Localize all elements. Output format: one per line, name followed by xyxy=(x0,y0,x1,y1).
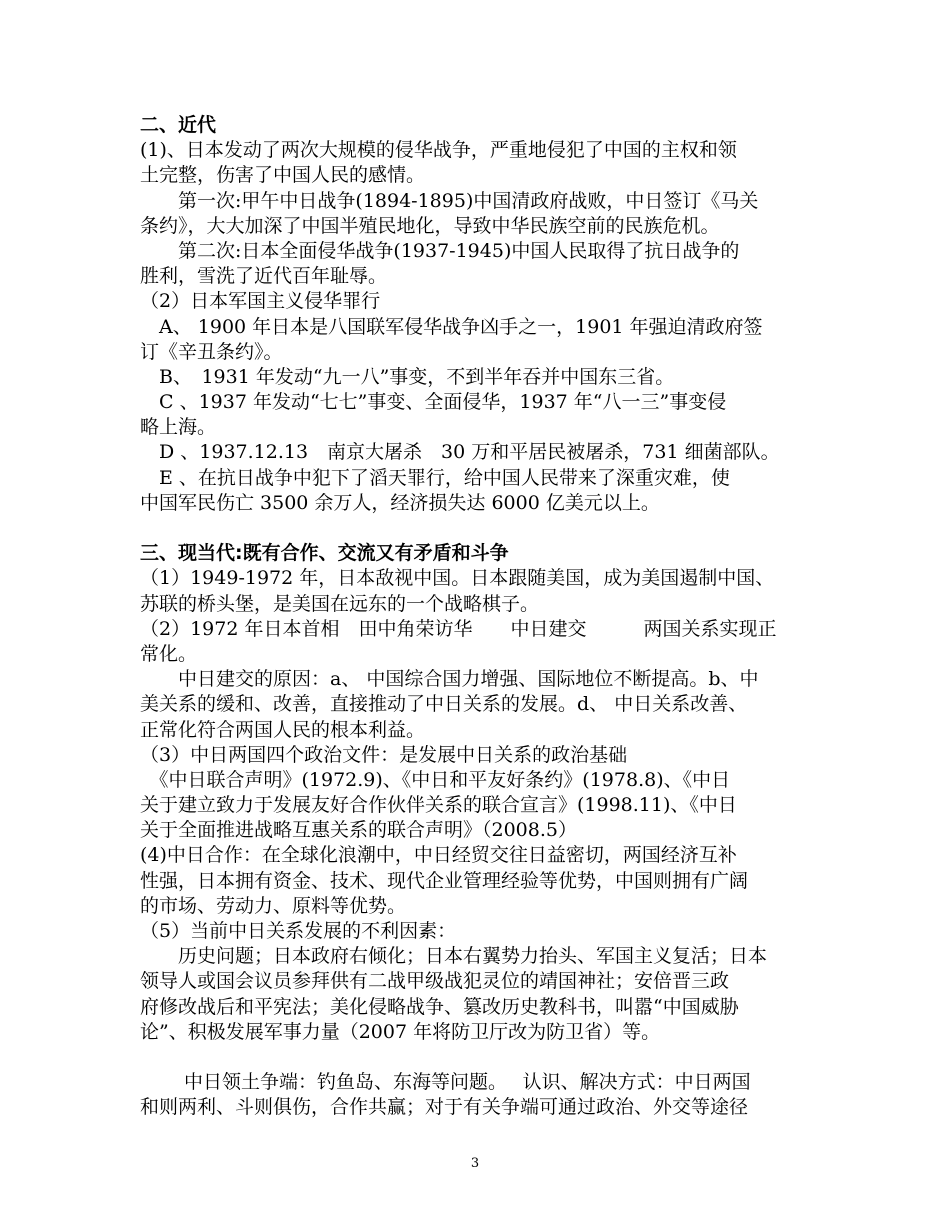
text-line: 略上海。 xyxy=(140,416,217,439)
text-line: D 、1937.12.13 南京大屠杀 30 万和平居民被屠杀，731 细菌部队。 xyxy=(140,441,780,464)
text-line: 的市场、劳动力、原料等优势。 xyxy=(140,894,407,917)
section-contemporary-paragraphs xyxy=(140,566,812,1045)
text-line: (1)、日本发动了两次大规模的侵华战争，严重地侵犯了中国的主权和领 xyxy=(140,139,737,162)
text-line: （5）当前中日关系发展的不利因素： xyxy=(140,920,457,942)
text-line: 《中日联合声明》(1972.9)、《中日和平友好条约》(1978.8)、《中日 xyxy=(140,768,731,791)
text-line: （2）日本军国主义侵华罪行 xyxy=(140,290,381,313)
text-line: 土完整，伤害了中国人民的感情。 xyxy=(140,164,426,187)
section-heading-modern: 二、近代 xyxy=(140,114,217,136)
text-line: 领导人或国会议员参拜供有二战甲级战犯灵位的靖国神社；安倍晋三政 xyxy=(140,970,730,993)
text-line: 中日领土争端：钓鱼岛、东海等问题。 认识、解决方式：中日两国 xyxy=(140,1071,751,1094)
text-line: （1）1949-1972 年，日本敌视中国。日本跟随美国，成为美国遏制中国、 xyxy=(140,567,775,590)
text-line: 性强，日本拥有资金、技术、现代企业管理经验等优势，中国则拥有广阔 xyxy=(140,869,749,892)
text-line: 中日建交的原因：a、 中国综合国力增强、国际地位不断提高。b、中 xyxy=(140,668,759,691)
section-heading-contemporary: 三、现当代:既有合作、交流又有矛盾和斗争 xyxy=(140,542,509,565)
text-line: 美关系的缓和、改善，直接推动了中日关系的发展。d、 中日关系改善、 xyxy=(140,693,748,716)
text-line: 府修改战后和平宪法；美化侵略战争、篡改历史教科书，叫嚣“中国威胁 xyxy=(140,995,739,1018)
text-line: 关于全面推进战略互惠关系的联合声明》（2008.5） xyxy=(140,819,577,842)
document-body xyxy=(140,113,812,1121)
text-line: 和则两利、斗则俱伤，合作共赢；对于有关争端可通过政治、外交等途径 xyxy=(140,1096,749,1119)
text-line: 正常化符合两国人民的根本利益。 xyxy=(140,718,426,741)
text-line: C 、1937 年发动“七七”事变、全面侵华，1937 年“八一三”事变侵 xyxy=(140,391,727,414)
territorial-dispute-paragraph xyxy=(140,1070,812,1120)
text-line: 第一次:甲午中日战争(1894-1895)中国清政府战败，中日签订《马关 xyxy=(140,189,759,212)
section-gap xyxy=(140,516,812,541)
text-line: （3）中日两国四个政治文件：是发展中日关系的政治基础 xyxy=(140,743,628,766)
text-line: A、 1900 年日本是八国联军侵华战争凶手之一，1901 年强迫清政府签 xyxy=(140,315,763,338)
text-line: 中国军民伤亡 3500 余万人，经济损失达 6000 亿美元以上。 xyxy=(140,491,660,514)
text-line: 历史问题；日本政府右倾化；日本右翼势力抬头、军国主义复活；日本 xyxy=(140,945,768,968)
text-line: 第二次:日本全面侵华战争(1937-1945)中国人民取得了抗日战争的 xyxy=(140,239,740,262)
text-line: 论”、积极发展军事力量（2007 年将防卫厅改为防卫省）等。 xyxy=(140,1020,661,1043)
text-line: 条约》，大大加深了中国半殖民地化，导致中华民族空前的民族危机。 xyxy=(140,214,720,237)
text-line: （2）1972 年日本首相 田中角荣访华 中日建交 两国关系实现正 xyxy=(140,617,777,640)
page-number: 3 xyxy=(470,1156,480,1171)
text-line: 关于建立致力于发展友好合作伙伴关系的联合宣言》(1998.11)、《中日 xyxy=(140,794,737,817)
text-line: E 、在抗日战争中犯下了滔天罪行，给中国人民带来了深重灾难，使 xyxy=(140,466,730,489)
text-line: B、 1931 年发动“九一八”事变，不到半年吞并中国东三省。 xyxy=(140,365,675,388)
paragraph-gap xyxy=(140,1045,812,1070)
text-line: 苏联的桥头堡，是美国在远东的一个战略棋子。 xyxy=(140,592,540,615)
text-line: 胜利，雪洗了近代百年耻辱。 xyxy=(140,265,388,288)
text-line: 订《辛丑条约》。 xyxy=(140,340,283,363)
text-line: (4)中日合作：在全球化浪潮中，中日经贸交往日益密切，两国经济互补 xyxy=(140,844,737,867)
text-line: 常化。 xyxy=(140,642,198,665)
section-modern-paragraphs xyxy=(140,138,812,516)
